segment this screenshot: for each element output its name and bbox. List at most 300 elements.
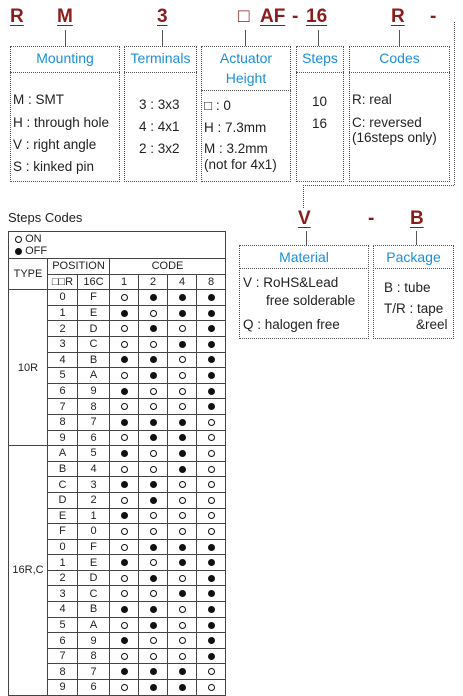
position-c-cell: C [78,336,110,352]
position-r-cell: E [48,508,78,524]
code-cell [168,446,197,462]
off-circle-icon [150,356,157,363]
code-cell [197,368,226,384]
on-circle-icon [179,606,186,613]
off-circle-icon [121,388,128,395]
code-cell [168,555,197,571]
position-c-cell: E [78,555,110,571]
on-circle-icon [179,356,186,363]
code-cell [197,399,226,415]
position-r-cell: A [48,446,78,462]
position-r-cell: 7 [48,648,78,664]
on-circle-icon [121,653,128,660]
code-letter-mounting-prefix: R [10,6,24,27]
code-cell [110,305,139,321]
code-cell [110,399,139,415]
code-cell [197,321,226,337]
on-circle-icon [150,512,157,519]
on-circle-icon [150,528,157,535]
position-r-cell: 6 [48,383,78,399]
code-cell [168,477,197,493]
code-cell [168,492,197,508]
off-circle-icon [208,544,215,551]
code-cell [197,492,226,508]
terminals-divider [124,72,197,73]
tick-mounting [65,30,66,46]
codes-item: C: reversed [352,115,422,130]
on-circle-icon [208,434,215,441]
code-cell [168,461,197,477]
on-circle-icon [150,559,157,566]
position-r-cell: 5 [48,368,78,384]
tick-actuator [245,30,246,46]
code-cell [110,555,139,571]
code-cell [168,430,197,446]
off-circle-icon [150,434,157,441]
on-circle-icon [150,310,157,317]
position-r-cell: 1 [48,555,78,571]
position-r-cell: 6 [48,633,78,649]
code-cell [110,602,139,618]
on-circle-icon [179,528,186,535]
code-cell [110,368,139,384]
code-cell [168,321,197,337]
code-cell [168,508,197,524]
on-circle-icon [208,528,215,535]
code-cell [139,586,168,602]
code-cell [139,602,168,618]
off-circle-icon [179,434,186,441]
code-cell [168,539,197,555]
code-cell [139,383,168,399]
on-circle-icon [179,653,186,660]
code-letter-mounting: M [57,6,73,27]
legend-on-label: ON [25,233,42,245]
terminals-item: 2 : 3x2 [139,141,180,156]
steps-row [9,446,226,462]
on-circle-icon [121,528,128,535]
position-c-cell: 8 [78,399,110,415]
code-cell [139,492,168,508]
on-circle-icon [150,590,157,597]
code-letter-steps: 16 [306,6,328,27]
code-cell [110,524,139,540]
position-c-cell: 9 [78,383,110,399]
code-cell [197,414,226,430]
code-cell [110,477,139,493]
material-header: Material [279,249,329,265]
on-circle-icon [179,575,186,582]
steps-divider [296,72,344,73]
on-circle-icon [208,481,215,488]
mounting-item: S : kinked pin [13,159,95,174]
code-cell [139,461,168,477]
header-code: CODE [110,259,226,275]
code-cell [168,524,197,540]
position-c-cell: 5 [78,446,110,462]
position-c-cell: 9 [78,633,110,649]
on-circle-icon [121,684,128,691]
code-dash: - [292,6,299,27]
off-circle-icon [15,248,22,255]
code-cell [197,633,226,649]
off-circle-icon [208,310,215,317]
position-c-cell: 3 [78,477,110,493]
code-cell [197,446,226,462]
position-r-cell: 4 [48,352,78,368]
code-cell [168,633,197,649]
off-circle-icon [121,606,128,613]
terminals-item: 4 : 4x1 [139,119,180,134]
code-cell [139,570,168,586]
code-cell [168,664,197,680]
header-code-8: 8 [197,274,226,290]
code-cell [197,305,226,321]
code-cell [197,336,226,352]
off-circle-icon [150,622,157,629]
off-circle-icon [179,544,186,551]
on-circle-icon [150,637,157,644]
off-circle-icon [208,341,215,348]
off-circle-icon [179,310,186,317]
material-item: free solderable [266,293,356,308]
on-circle-icon [15,236,22,243]
code-cell [139,633,168,649]
codes-header: Codes [379,50,420,66]
off-circle-icon [150,684,157,691]
code-cell [110,492,139,508]
tick-steps [318,30,319,46]
code-letter-actuator: AF [260,6,286,27]
header-code-4: 4 [168,274,197,290]
off-circle-icon [121,356,128,363]
code-cell [197,461,226,477]
code-cell [168,617,197,633]
code-cell [139,399,168,415]
position-c-cell: A [78,617,110,633]
off-circle-icon [208,606,215,613]
off-circle-icon [150,372,157,379]
position-r-cell: 1 [48,305,78,321]
connector-horizontal [303,185,454,186]
on-circle-icon [179,403,186,410]
position-c-cell: E [78,305,110,321]
on-circle-icon [208,419,215,426]
header-pos-r: □□R [48,274,78,290]
codes-divider [349,72,450,73]
code-cell [197,290,226,306]
mounting-item: H : through hole [13,115,110,130]
code-cell [110,321,139,337]
off-circle-icon [150,606,157,613]
on-circle-icon [179,372,186,379]
code-cell [139,305,168,321]
on-circle-icon [179,481,186,488]
off-circle-icon [208,590,215,597]
code-cell [197,602,226,618]
code-cell [168,336,197,352]
code-cell [139,414,168,430]
on-circle-icon [121,497,128,504]
tick-codes [399,30,400,46]
off-circle-icon [179,294,186,301]
actuator-item: H : 7.3mm [204,120,267,135]
off-circle-icon [150,294,157,301]
code-cell [110,680,139,696]
off-circle-icon [150,325,157,332]
terminals-header: Terminals [130,50,191,66]
code-cell [197,524,226,540]
off-circle-icon [208,575,215,582]
header-position: POSITION [48,259,110,275]
code-cell [168,586,197,602]
off-circle-icon [121,668,128,675]
on-circle-icon [179,622,186,629]
code-cell [139,336,168,352]
on-circle-icon [208,450,215,457]
code-cell [197,664,226,680]
on-circle-icon [150,388,157,395]
on-circle-icon [121,575,128,582]
position-r-cell: F [48,524,78,540]
code-cell [197,352,226,368]
code-cell [110,570,139,586]
steps-table-title: Steps Codes [8,210,83,225]
code-letter-package: B [410,208,424,229]
position-c-cell: F [78,290,110,306]
off-circle-icon [208,622,215,629]
header-type: TYPE [9,259,48,290]
position-c-cell: 2 [78,492,110,508]
code-cell [168,680,197,696]
off-circle-icon [179,341,186,348]
code-cell [110,586,139,602]
position-r-cell: 5 [48,617,78,633]
code-cell [168,352,197,368]
code-letter-codes: R [391,6,405,27]
off-circle-icon [121,450,128,457]
on-circle-icon [121,590,128,597]
position-c-cell: 7 [78,664,110,680]
tick-material [306,231,307,245]
code-cell [139,446,168,462]
code-cell [110,430,139,446]
tick-terminals [162,30,163,46]
code-cell [168,602,197,618]
package-item: &reel [416,317,448,332]
off-circle-icon [179,668,186,675]
code-cell [110,664,139,680]
mounting-item: V : right angle [13,137,97,152]
on-circle-icon [121,294,128,301]
position-c-cell: 7 [78,414,110,430]
off-circle-icon [208,388,215,395]
material-divider [239,268,369,269]
off-circle-icon [121,310,128,317]
on-circle-icon [179,325,186,332]
code-cell [139,524,168,540]
code-cell [139,617,168,633]
on-circle-icon [121,325,128,332]
position-r-cell: C [48,477,78,493]
code-cell [110,648,139,664]
on-circle-icon [150,450,157,457]
code-cell [139,539,168,555]
header-pos-c: 16C [78,274,110,290]
package-divider [373,268,454,269]
code-cell [139,648,168,664]
code-cell [168,399,197,415]
on-circle-icon [179,497,186,504]
code-cell [110,633,139,649]
material-item: Q : halogen free [243,317,340,332]
code-cell [110,461,139,477]
mounting-divider [10,72,120,73]
position-r-cell: 2 [48,570,78,586]
position-c-cell: D [78,570,110,586]
position-r-cell: B [48,461,78,477]
package-header: Package [386,249,441,265]
code-cell [110,336,139,352]
code-cell [139,555,168,571]
actuator-header-line2: Height [225,70,267,86]
code-cell [168,414,197,430]
code-cell [197,617,226,633]
code-cell [139,508,168,524]
off-circle-icon [208,653,215,660]
code-cell [110,290,139,306]
off-circle-icon [179,450,186,457]
steps-codes-table [8,231,226,696]
type-cell: 10R [9,290,48,446]
code-cell [197,570,226,586]
code-cell [197,680,226,696]
code-cell [139,664,168,680]
type-cell: 16R,C [9,446,48,696]
position-r-cell: 2 [48,321,78,337]
on-circle-icon [121,544,128,551]
legend-off-label: OFF [25,245,48,257]
actuator-header-line1: Actuator [219,50,273,66]
off-circle-icon [150,481,157,488]
code-cell [110,383,139,399]
legend-cell [9,232,226,259]
position-r-cell: 0 [48,290,78,306]
terminals-item: 3 : 3x3 [139,97,180,112]
code-cell [139,321,168,337]
position-c-cell: 6 [78,430,110,446]
on-circle-icon [121,403,128,410]
position-c-cell: C [78,586,110,602]
code-box-symbol: □ [238,6,250,27]
off-circle-icon [208,559,215,566]
on-circle-icon [150,341,157,348]
position-r-cell: 8 [48,664,78,680]
code-letter-material: V [298,208,311,229]
code-cell [110,352,139,368]
actuator-item: M : 3.2mm [204,141,268,156]
code-cell [110,617,139,633]
steps-item: 10 [312,94,328,109]
material-item: V : RoHS&Lead [243,275,339,290]
on-circle-icon [208,668,215,675]
steps-item: 16 [312,116,328,131]
actuator-item: (not for 4x1) [204,157,277,172]
position-c-cell: B [78,602,110,618]
off-circle-icon [208,372,215,379]
code-cell [197,539,226,555]
connector-drop [303,185,304,208]
off-circle-icon [150,419,157,426]
suffix-dash: - [368,208,375,229]
position-c-cell: D [78,321,110,337]
position-r-cell: 7 [48,399,78,415]
position-r-cell: 9 [48,430,78,446]
position-r-cell: 3 [48,336,78,352]
tick-package [416,231,417,245]
position-c-cell: 6 [78,680,110,696]
code-cell [168,290,197,306]
code-cell [139,352,168,368]
header-code-2: 2 [139,274,168,290]
mounting-header: Mounting [36,50,94,66]
code-cell [197,586,226,602]
on-circle-icon [150,403,157,410]
position-c-cell: 0 [78,524,110,540]
code-cell [139,368,168,384]
on-circle-icon [208,466,215,473]
off-circle-icon [208,294,215,301]
off-circle-icon [121,637,128,644]
on-circle-icon [121,372,128,379]
package-item: T/R : tape [384,301,444,316]
codes-item: R: real [352,92,392,107]
off-circle-icon [208,403,215,410]
position-c-cell: 1 [78,508,110,524]
position-r-cell: 9 [48,680,78,696]
code-cell [168,648,197,664]
off-circle-icon [179,590,186,597]
connector-vertical [454,22,455,185]
off-circle-icon [179,466,186,473]
off-circle-icon [121,559,128,566]
off-circle-icon [208,356,215,363]
position-c-cell: 8 [78,648,110,664]
on-circle-icon [121,466,128,473]
code-cell [197,555,226,571]
position-c-cell: F [78,539,110,555]
steps-row [9,290,226,306]
package-item: B : tube [384,280,431,295]
on-circle-icon [208,512,215,519]
off-circle-icon [179,419,186,426]
on-circle-icon [150,653,157,660]
on-circle-icon [179,637,186,644]
code-cell [168,570,197,586]
on-circle-icon [121,622,128,629]
off-circle-icon [121,512,128,519]
off-circle-icon [150,668,157,675]
on-circle-icon [121,341,128,348]
code-cell [110,508,139,524]
code-cell [139,290,168,306]
position-r-cell: 3 [48,586,78,602]
position-c-cell: B [78,352,110,368]
code-cell [110,539,139,555]
code-cell [197,430,226,446]
actuator-item: □ : 0 [204,98,231,113]
code-letter-terminals: 3 [157,6,168,27]
